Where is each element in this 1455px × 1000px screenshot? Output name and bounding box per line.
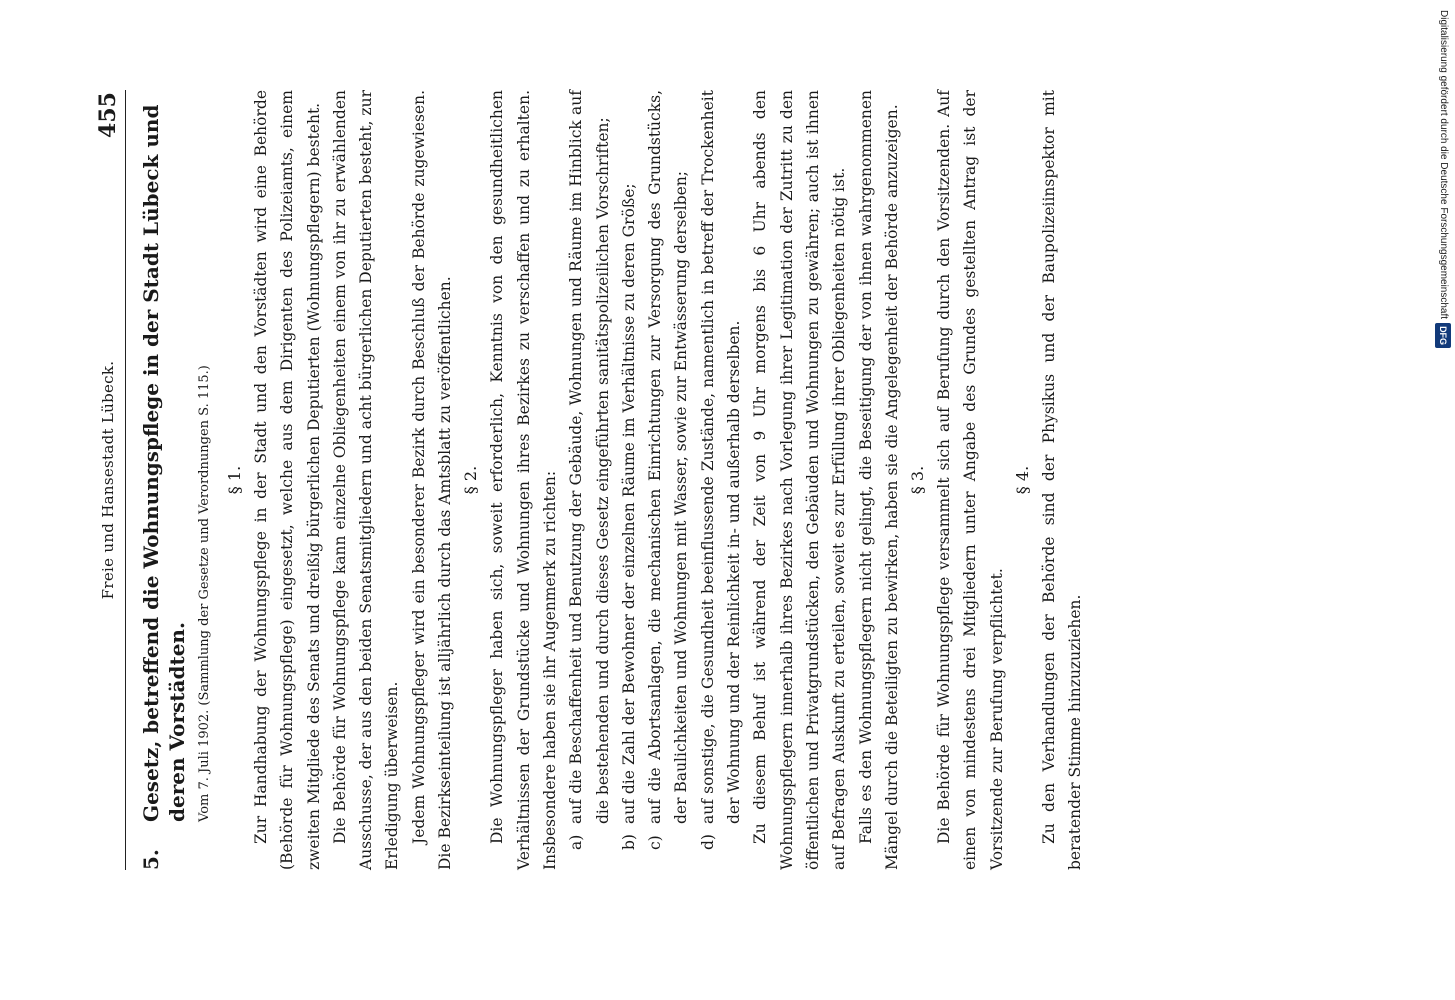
page-content — [126, 90, 1089, 870]
list-item-marker: a) — [567, 834, 586, 850]
section-heading: § 3. — [908, 465, 928, 495]
paragraph: Die Wohnungspfleger haben sich, soweit erforderlich, Kenntnis von den gesundheitlichen Verhältnissen der Grundstücke und Wohnungen ihres Bezirkes zu verschaffen und zu erhalten. Insbesondere haben sie ihr Augenmerk zu richten: — [488, 90, 559, 870]
dfg-logo-icon: DFG — [1435, 323, 1451, 348]
act-number: 5. — [139, 849, 163, 870]
running-head-title: Freie und Hansestadt Lübeck. — [99, 360, 117, 600]
section-heading: § 1. — [225, 465, 244, 495]
paragraph: Zu diesem Behuf ist während der Zeit von 9 Uhr morgens bis 6 Uhr abends den Wohnungspflegern innerhalb ihres Bezirkes nach Vorlegung ihrer Legitimation der Zutritt zu den öffentlichen und Privatgrundstücken, den Gebäuden und Wohnungen zu gewähren; auch ist ihnen auf Befragen Auskunft zu erteilen, soweit es zur Erfüllung ihrer Obliegenheiten nötig ist. — [751, 90, 849, 870]
rotated-page — [95, 90, 1275, 870]
list-item — [563, 90, 616, 870]
paragraph: Jedem Wohnungspfleger wird ein besonderer Bezirk durch Beschluß der Behörde zugewiesen. Die Bezirkseinteilung ist alljährlich durch das Amtsblatt zu veröffentlichen. — [409, 90, 455, 870]
list-item — [616, 90, 642, 870]
list-item — [642, 90, 695, 870]
act-title-text: Gesetz, betreffend die Wohnungspflege in der Stadt Lübeck und deren Vorstädten. — [139, 104, 189, 822]
list-item-text: auf sonstige, die Gesundheit beeinflussende Zustände, namentlich in betreff der Trockenheit der Wohnung und der Reinlichkeit in- und außerhalb derselben. — [698, 90, 744, 824]
paragraph: Zu den Verhandlungen der Behörde sind der Physikus und der Baupolizeiinspektor mit beratender Stimme hinzuzuziehen. — [1040, 90, 1085, 870]
list-item-marker: b) — [619, 834, 638, 850]
list-item-text: auf die Beschaffenheit und Benutzung der Gebäude, Wohnungen und Räume im Hinblick auf die bestehenden und durch dieses Gesetz eingeführten sanitätspolizeilichen Vorschriften; — [567, 90, 612, 824]
list-item — [695, 90, 748, 870]
list-item-marker: d) — [698, 834, 717, 850]
paragraph: Zur Handhabung der Wohnungspflege in der Stadt und den Vorstädten wird eine Behörde (Behörde für Wohnungspflege) eingesetzt, welche aus dem Dirigenten des Polizeiamts, einem zweiten Mitgliede des Senats und dreißig bürgerlichen Deputierten (Wohnungspflegern) besteht. — [252, 90, 323, 870]
act-title — [138, 90, 190, 870]
list-item-text: auf die Zahl der Bewohner der einzelnen Räume im Verhältnisse zu deren Größe; — [619, 183, 638, 824]
paragraph: Die Behörde für Wohnungspflege kann einzelne Obliegenheiten einem von ihr zu erwählenden Ausschusse, der aus den beiden Senatsmitgliedern und acht bürgerlichen Deputierten besteht, zur Erledigung überweisen. — [330, 90, 402, 870]
section-heading: § 4. — [1013, 465, 1033, 495]
page-number: 455 — [95, 92, 121, 138]
paragraph: Die Behörde für Wohnungspflege versammelt sich auf Berufung durch den Vorsitzenden. Auf einen von mindestens drei Mitgliedern unter Angabe des Grundes gestellten Antrag ist der Vorsitzende zur Berufung verpflichtet. — [935, 90, 1006, 870]
digitization-note — [1435, 10, 1451, 990]
list-item-marker: c) — [646, 835, 665, 850]
act-date-line: Vom 7. Juli 1902. (Sammlung der Gesetze und Verordnungen S. 115.) — [197, 365, 212, 822]
running-head — [95, 90, 126, 870]
paragraph: Falls es den Wohnungspflegern nicht gelingt, die Beseitigung der von ihnen wahrgenommenen Mängel durch die Beteiligten zu bewirken, haben sie die Angelegenheit der Behörde anzuzeigen. — [856, 90, 901, 870]
section-heading: § 2. — [461, 465, 481, 495]
list-item-text: auf die Abortsanlagen, die mechanischen Einrichtungen zur Versorgung des Grundstücks, der Baulichkeiten und Wohnungen mit Wasser, sowie zur Entwässerung derselben; — [646, 90, 691, 824]
digitization-note-text: Digitalisierung gefördert durch die Deutsche Forschungsgemeinschaft — [1438, 10, 1449, 320]
